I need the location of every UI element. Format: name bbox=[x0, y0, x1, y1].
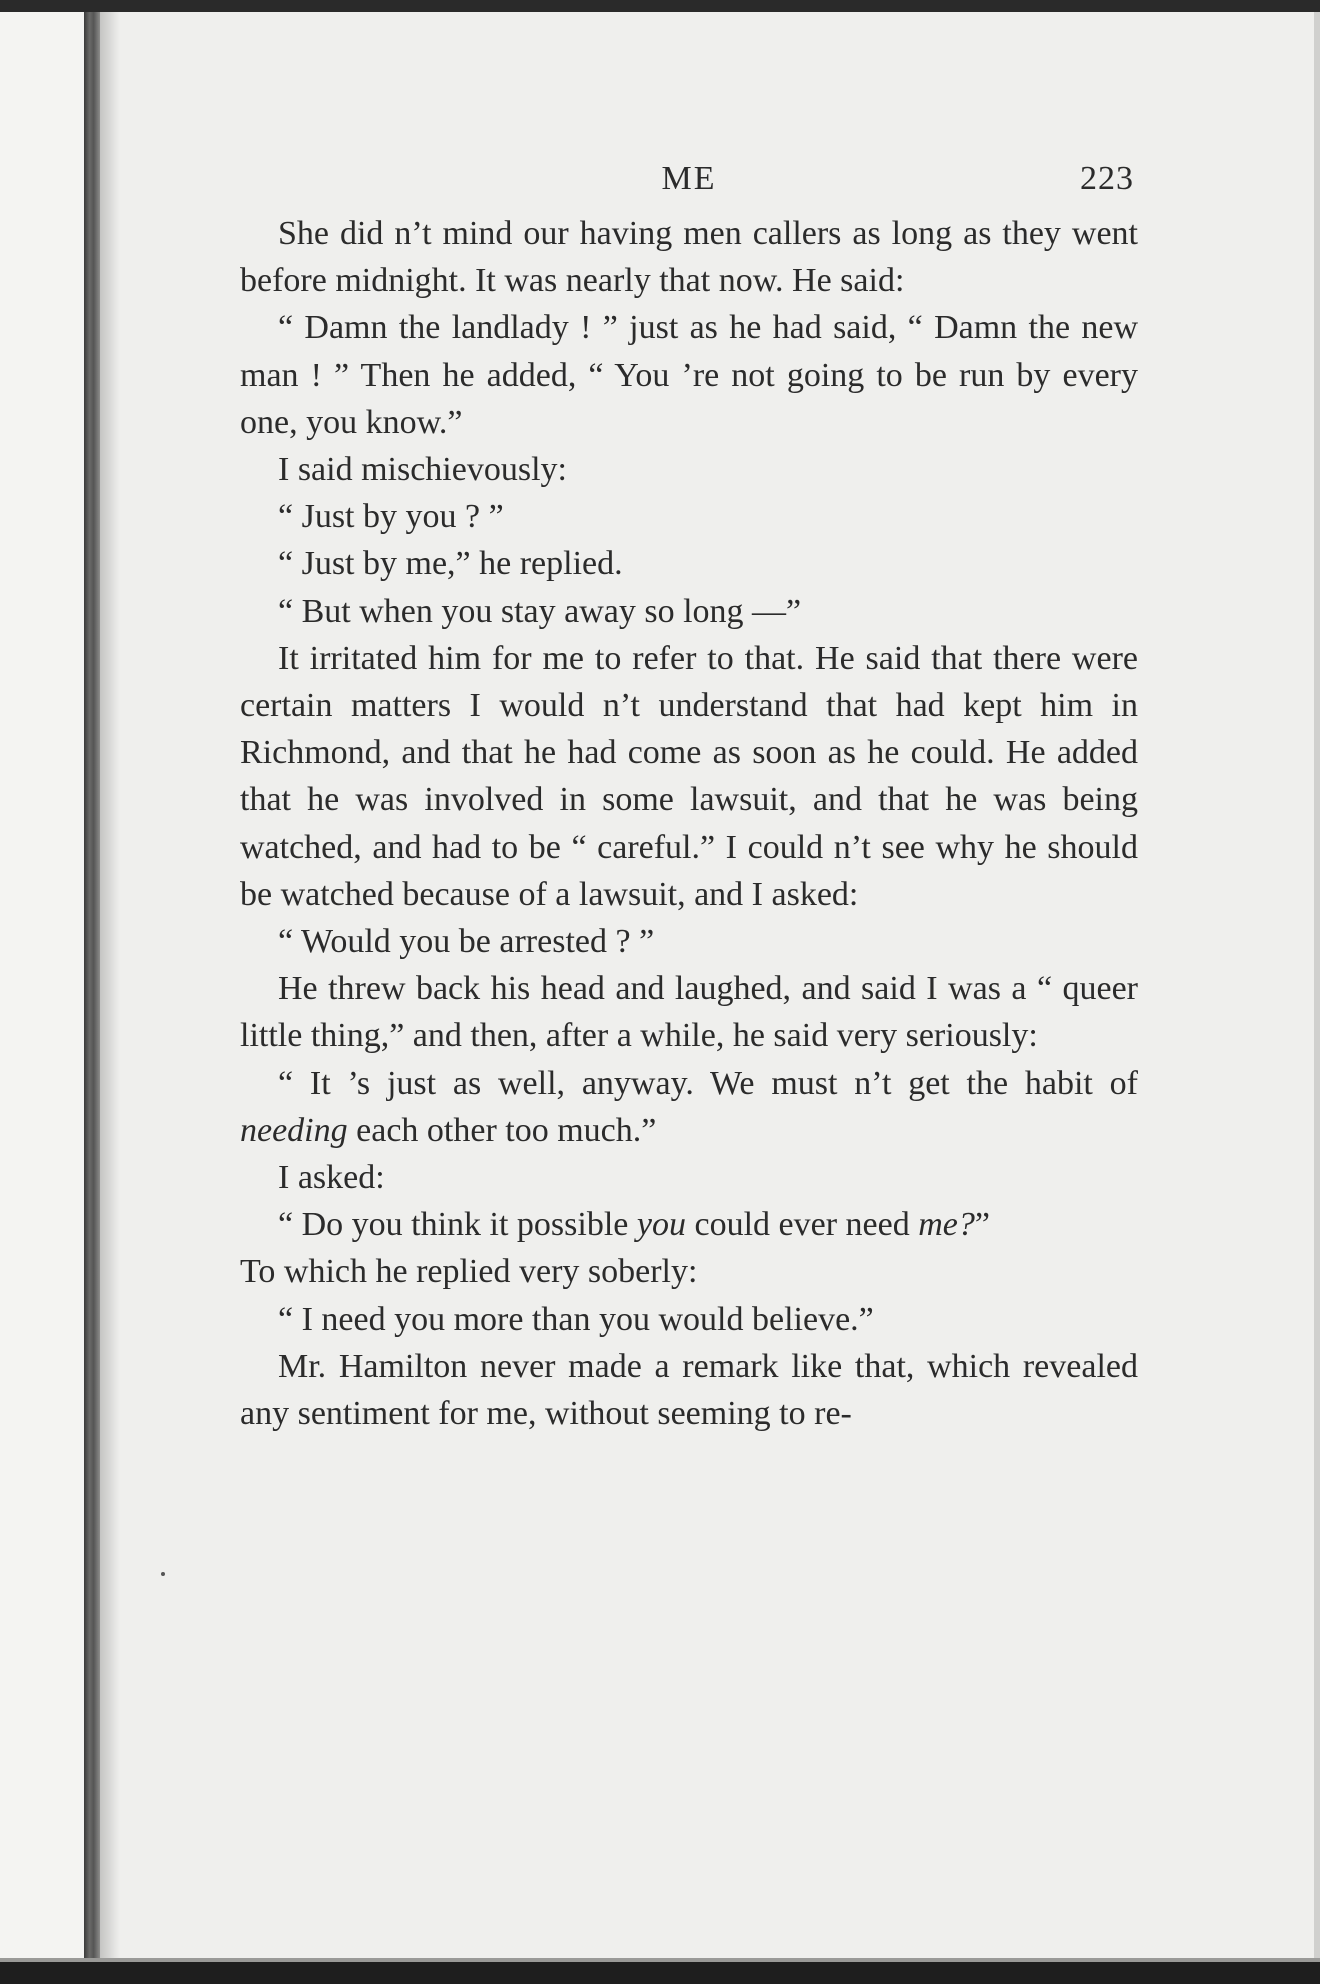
text-run: I said mischievously: bbox=[278, 451, 567, 489]
italic-text: me? bbox=[918, 1206, 975, 1244]
running-title: ME bbox=[661, 160, 717, 197]
text-run: “ It ’s just as well, anyway. We must n’t get the habit of bbox=[278, 1064, 1138, 1102]
italic-text: you bbox=[636, 1206, 686, 1244]
text-run: “ But when you stay away so long —” bbox=[278, 592, 802, 630]
running-head bbox=[240, 150, 1138, 210]
paragraph bbox=[240, 918, 1138, 965]
text-run: It irritated him for me to refer to that. He said that there were certain matters I would n’t understand that had kept him in Richmond, and that he had come as soon as he could. He added that he was involved in some lawsuit, and that he was being watched, and had to be “ careful.” I could n’t see why he should be watched because of a lawsuit, and I asked: bbox=[240, 639, 1138, 913]
paragraph bbox=[240, 635, 1138, 918]
paragraph bbox=[240, 1154, 1138, 1201]
paragraph bbox=[240, 1201, 1138, 1248]
text-run: I asked: bbox=[278, 1159, 385, 1197]
paragraph bbox=[240, 493, 1138, 540]
paragraph bbox=[240, 965, 1138, 1059]
text-run: each other too much.” bbox=[347, 1111, 657, 1149]
left-margin bbox=[0, 12, 84, 1962]
paragraph bbox=[240, 588, 1138, 635]
paragraph bbox=[240, 446, 1138, 493]
text-run: He threw back his head and laughed, and said I was a “ queer little thing,” and then, after a while, he said very seriously: bbox=[240, 970, 1138, 1055]
book-page bbox=[240, 150, 1138, 1437]
page-number: 223 bbox=[1080, 160, 1134, 197]
text-run: “ Just by you ? ” bbox=[278, 498, 504, 536]
text-run: could ever need bbox=[685, 1206, 919, 1244]
book-spine bbox=[84, 12, 100, 1962]
paragraph bbox=[240, 210, 1138, 304]
text-run: She did n’t mind our having men callers as long as they went before midnight. It was nearly that now. He said: bbox=[240, 215, 1138, 300]
paragraph bbox=[240, 540, 1138, 587]
text-run: “ I need you more than you would believe.” bbox=[278, 1300, 874, 1338]
paragraph bbox=[240, 1343, 1138, 1437]
text-run: Mr. Hamilton never made a remark like that, which revealed any sentiment for me, without seeming to re- bbox=[240, 1347, 1138, 1433]
text-run: To which he replied very soberly: bbox=[240, 1253, 698, 1291]
right-page-edge bbox=[1314, 12, 1320, 1962]
spine-shadow bbox=[100, 12, 120, 1962]
scan-speck bbox=[161, 1572, 165, 1576]
text-run: “ Just by me,” he replied. bbox=[278, 545, 623, 583]
body-text bbox=[240, 210, 1138, 1437]
italic-text: needing bbox=[240, 1111, 348, 1149]
text-run: “ Would you be arrested ? ” bbox=[278, 923, 655, 961]
paragraph bbox=[240, 1296, 1138, 1343]
text-run: “ Damn the landlady ! ” just as he had said, “ Damn the new man ! ” Then he added, “ You ’re not going to be run by every one, you know.” bbox=[240, 309, 1138, 441]
paragraph bbox=[240, 1248, 1138, 1295]
paragraph bbox=[240, 1060, 1138, 1154]
text-run: ” bbox=[974, 1206, 990, 1244]
text-run: “ Do you think it possible bbox=[278, 1206, 637, 1244]
bottom-scan-edge bbox=[0, 1962, 1320, 1984]
top-scan-edge bbox=[0, 0, 1320, 12]
paragraph bbox=[240, 304, 1138, 446]
